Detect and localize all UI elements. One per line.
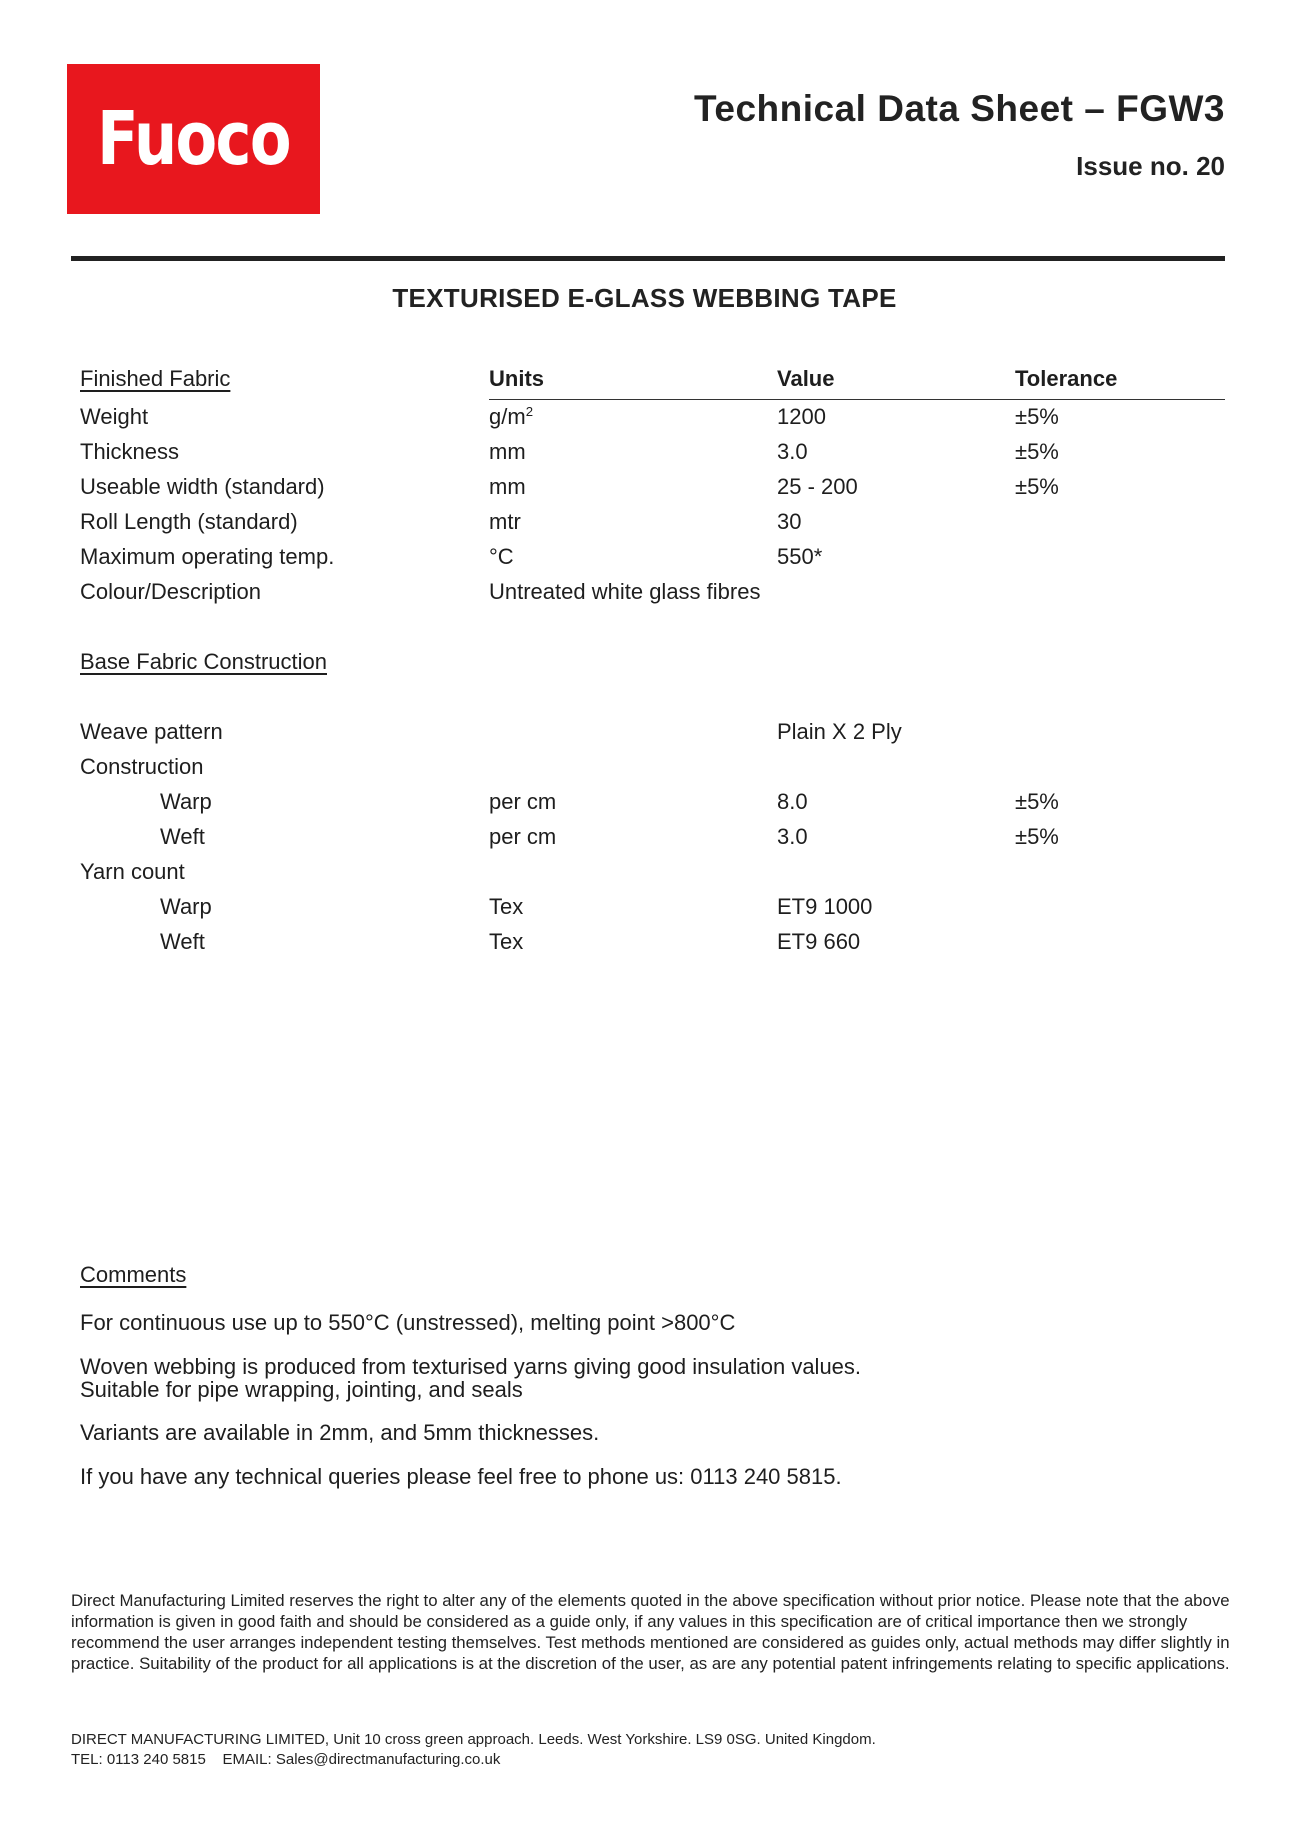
row-label: Useable width (standard) [80, 474, 325, 499]
table-row [0, 789, 1289, 823]
comment-line: If you have any technical queries please feel free to phone us: 0113 240 5815. [80, 1464, 842, 1489]
row-value: 30 [777, 509, 802, 534]
comment-line: Suitable for pipe wrapping, jointing, and seals [80, 1377, 523, 1402]
row-tolerance: ±5% [1015, 439, 1059, 464]
row-tolerance: ±5% [1015, 404, 1059, 429]
units-column-header: Units [489, 366, 544, 391]
comments-title: Comments [80, 1262, 187, 1287]
colour-value: Untreated white glass fibres [489, 579, 761, 604]
finished-fabric-header [0, 366, 1289, 400]
table-row [0, 894, 1289, 928]
row-label: Weft [160, 929, 205, 954]
row-value: 3.0 [777, 439, 808, 464]
row-unit: mtr [489, 509, 521, 534]
table-row [0, 474, 1289, 508]
row-label: Roll Length (standard) [80, 509, 298, 534]
header-divider [71, 256, 1225, 261]
colour-label: Colour/Description [80, 579, 261, 604]
yarn-count-label: Yarn count [80, 859, 185, 884]
table-row [0, 719, 1289, 753]
comment-line: Woven webbing is produced from texturised yarns giving good insulation values. [80, 1354, 862, 1379]
document-title: Technical Data Sheet – FGW3 [694, 88, 1225, 129]
table-row [0, 579, 1289, 613]
row-unit: per cm [489, 824, 557, 849]
table-header-underline [489, 399, 1225, 400]
row-tolerance: ±5% [1015, 474, 1059, 499]
row-value: 550* [777, 544, 823, 569]
row-value: ET9 1000 [777, 894, 873, 919]
table-row [0, 439, 1289, 473]
row-unit: $g/m^2$ [489, 404, 534, 429]
address-line: DIRECT MANUFACTURING LIMITED, Unit 10 cross green approach. Leeds. West Yorkshire. LS9 0SG. United Kingdom. [71, 1731, 876, 1748]
table-row [0, 509, 1289, 543]
finished-fabric-title: Finished Fabric [80, 366, 231, 391]
row-tolerance: ±5% [1015, 789, 1059, 814]
row-label: Warp [160, 789, 212, 814]
row-unit: per cm [489, 789, 557, 814]
row-value: 1200 [777, 404, 826, 429]
table-row [0, 754, 1289, 788]
company-address [71, 1730, 876, 1770]
row-value: 3.0 [777, 824, 808, 849]
row-unit: mm [489, 439, 526, 464]
table-row [0, 824, 1289, 858]
fuoco-logo [67, 64, 320, 214]
row-unit: Tex [489, 894, 524, 919]
disclaimer-text: Direct Manufacturing Limited reserves the right to alter any of the elements quoted in the above specification without prior notice. Please note that the above information is given in good faith and should be considered as a guide only, if any values in this specification are of critical importance then we strongly recommend the user arranges independent testing themselves. Test methods mentioned are considered as guides only, actual methods may differ slightly in practice. Suitability of the product for all applications is at the discretion of the user, as are any potential patent infringements relating to specific applications. [71, 1591, 1230, 1673]
weave-label: Weave pattern [80, 719, 223, 744]
row-value: 8.0 [777, 789, 808, 814]
row-tolerance: ±5% [1015, 824, 1059, 849]
row-label: Weight [80, 404, 149, 429]
product-name: TEXTURISED E-GLASS WEBBING TAPE [392, 283, 897, 313]
issue-number: Issue no. 20 [1076, 151, 1225, 181]
row-label: Maximum operating temp. [80, 544, 335, 569]
base-fabric-title: Base Fabric Construction [80, 649, 327, 674]
row-unit: °C [489, 544, 514, 569]
comment-line: Variants are available in 2mm, and 5mm thicknesses. [80, 1420, 600, 1445]
table-row [0, 929, 1289, 963]
row-unit: Tex [489, 929, 524, 954]
row-unit: mm [489, 474, 526, 499]
row-label: Thickness [80, 439, 180, 464]
row-value: ET9 660 [777, 929, 861, 954]
logo-text: Fuoco [97, 96, 290, 182]
value-column-header: Value [777, 366, 835, 391]
contact-line: TEL: 0113 240 5815 EMAIL: Sales@directmanufacturing.co.uk [71, 1751, 501, 1768]
table-row [0, 544, 1289, 578]
tolerance-column-header: Tolerance [1015, 366, 1118, 391]
row-label: Warp [160, 894, 212, 919]
comment-line: For continuous use up to 550°C (unstressed), melting point >800°C [80, 1310, 736, 1335]
table-row [0, 859, 1289, 893]
construction-label: Construction [80, 754, 204, 779]
row-label: Weft [160, 824, 205, 849]
table-row [0, 404, 1289, 438]
base-fabric-header [0, 649, 1289, 683]
weave-value: Plain X 2 Ply [777, 719, 902, 744]
row-value: 25 - 200 [777, 474, 858, 499]
